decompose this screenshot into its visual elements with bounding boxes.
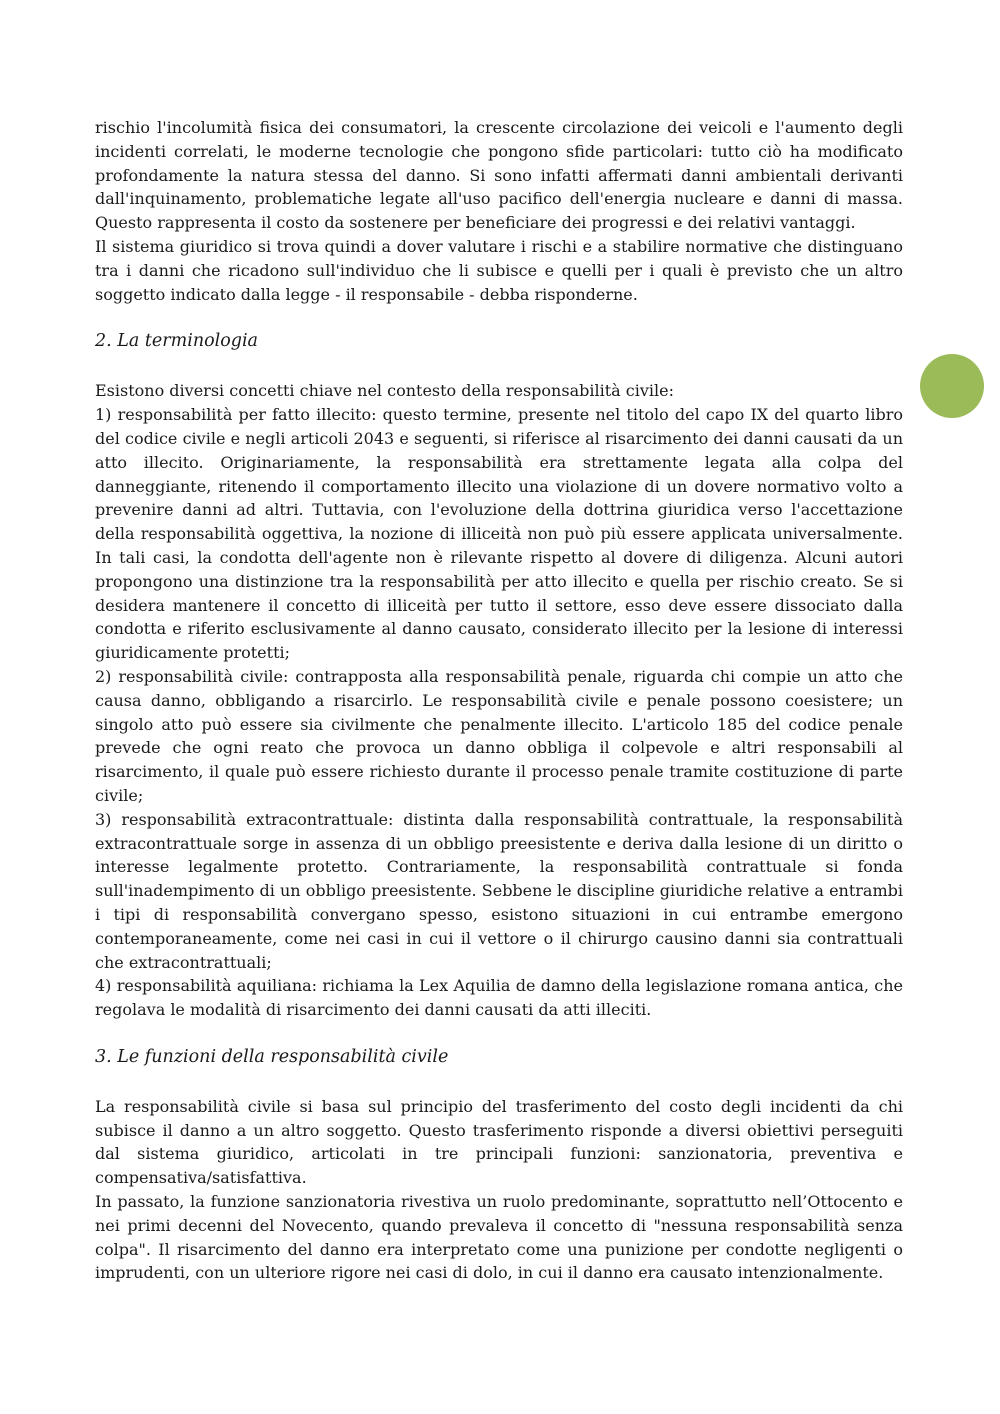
section-2-paragraph-3: 2) responsabilità civile: contrapposta alla responsabilità penale, riguarda chi compie un atto che causa danno, obbligando a risarcirlo. Le responsabilità civile e penale possono coesistere; un singolo atto può essere sia civilmente che penalmente illecito. L'articolo 185 del codice penale prevede che ogni reato che provoca un danno obbliga il colpevole e altri responsabili al risarcimento, il quale può essere richiesto durante il processo penale tramite costituzione di parte civile; [95, 666, 903, 805]
section-3-heading: 3. Le funzioni della responsabilità civile [95, 1046, 449, 1067]
section-2-paragraph-1: Esistono diversi concetti chiave nel contesto della responsabilità civile: [95, 381, 674, 401]
section-3-paragraph-2: In passato, la funzione sanzionatoria rivestiva un ruolo predominante, soprattutto nell’Ottocento e nei primi decenni del Novecento, quando prevaleva il concetto di "nessuna responsabilità senza colpa". Il risarcimento del danno era interpretato come una punizione per condotte negligenti o imprudenti, con un ulteriore rigore nei casi di dolo, in cui il danno era causato intenzionalmente. [95, 1192, 903, 1283]
section-2-heading: 2. La terminologia [95, 331, 258, 352]
intro-paragraph-1: rischio l'incolumità fisica dei consumatori, la crescente circolazione dei veicoli e l'aumento degli incidenti correlati, le moderne tecnologie che pongono sfide particolari: tutto ciò ha modificato profondamente la natura stessa del danno. Si sono infatti affermati danni ambientali derivanti dall'inquinamento, problematiche legate all'uso pacifico dell'energia nucleare e danni di massa. Questo rappresenta il costo da sostenere per beneficiare dei progressi e dei relativi vantaggi. [95, 118, 903, 233]
text-column [95, 116, 903, 1285]
section-2-paragraph-2: 1) responsabilità per fatto illecito: questo termine, presente nel titolo del capo IX del quarto libro del codice civile e negli articoli 2043 e seguenti, si riferisce al risarcimento dei danni causati da un atto illecito. Originariamente, la responsabilità era strettamente legata alla colpa del danneggiante, ritenendo il comportamento illecito una violazione di un dovere normativo volto a prevenire danni ad altri. Tuttavia, con l'evoluzione della dottrina giuridica verso l'accettazione della responsabilità oggettiva, la nozione di illiceità non può più essere applicata universalmente. In tali casi, la condotta dell'agente non è rilevante rispetto al dovere di diligenza. Alcuni autori propongono una distinzione tra la responsabilità per atto illecito e quella per rischio creato. Se si desidera mantenere il concetto di illiceità per tutto il settore, esso deve essere dissociato dalla condotta e riferito esclusivamente al danno causato, considerato illecito per la lesione di interessi giuridicamente protetti; [95, 405, 903, 663]
section-2-paragraph-4: 3) responsabilità extracontrattuale: distinta dalla responsabilità contrattuale, la responsabilità extracontrattuale sorge in assenza di un obbligo preesistente e deriva dalla lesione di un diritto o interesse legalmente protetto. Contrariamente, la responsabilità contrattuale si fonda sull'inadempimento di un obbligo preesistente. Sebbene le discipline giuridiche relative a entrambi i tipi di responsabilità convergano spesso, esistono situazioni in cui entrambe emergono contemporaneamente, come nei casi in cui il vettore o il chirurgo causino danni sia contrattuali che extracontrattuali; [95, 809, 903, 972]
section-2-paragraph-5: 4) responsabilità aquiliana: richiama la Lex Aquilia de damno della legislazione romana antica, che regolava le modalità di risarcimento dei danni causati da atti illeciti. [95, 976, 903, 1020]
green-circle-marker [920, 354, 984, 418]
section-3-paragraph-1: La responsabilità civile si basa sul principio del trasferimento del costo degli incidenti da chi subisce il danno a un altro soggetto. Questo trasferimento risponde a diversi obiettivi perseguiti dal sistema giuridico, articolati in tre principali funzioni: sanzionatoria, preventiva e compensativa/satisfattiva. [95, 1096, 903, 1188]
intro-paragraph-2: Il sistema giuridico si trova quindi a dover valutare i rischi e a stabilire normative che distinguano tra i danni che ricadono sull'individuo che li subisce e quelli per i quali è previsto che un altro soggetto indicato dalla legge - il responsabile - debba risponderne. [95, 236, 903, 304]
